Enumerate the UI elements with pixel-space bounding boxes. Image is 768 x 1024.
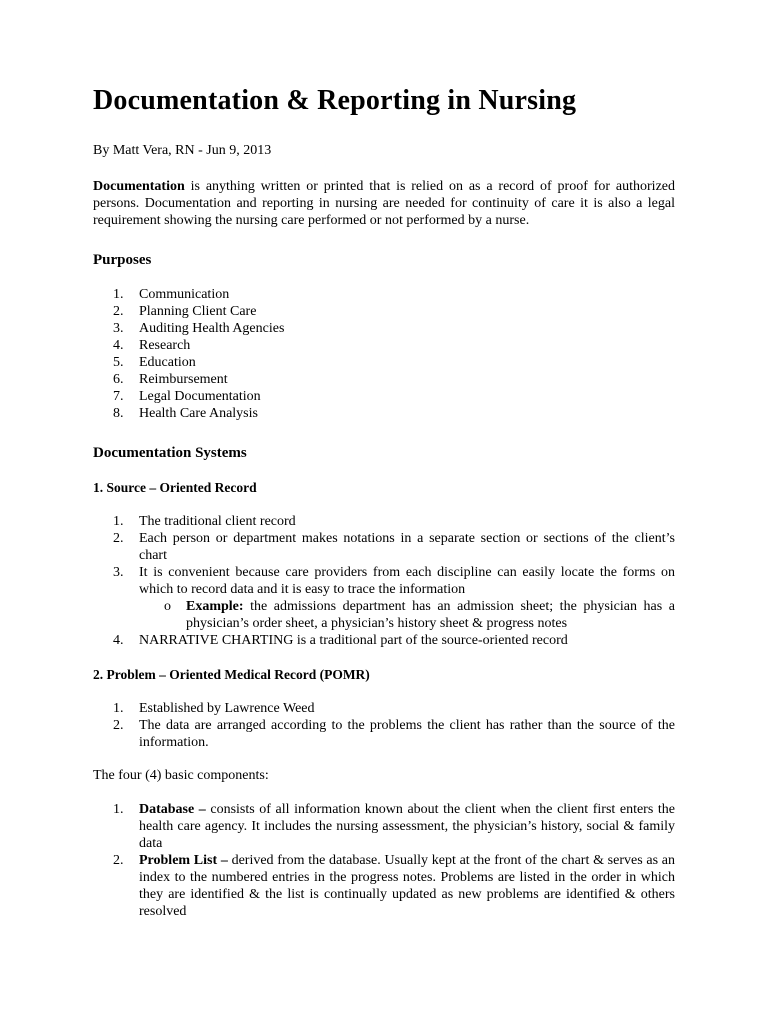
list-text: The data are arranged according to the problems the client has rather than the source of the information. [139,718,675,750]
list-text: Each person or department makes notations in a separate section or sections of the client’s chart [139,531,675,563]
list-number: 1. [113,802,124,817]
component-label: Database – [139,802,206,817]
list-number: 1. [113,287,124,302]
list-number: 3. [113,321,124,336]
list-item [93,700,675,717]
example-label: Example: [186,599,244,614]
list-text: Research [139,338,191,353]
list-number: 3. [113,565,124,580]
list-item [93,801,675,852]
list-text: Planning Client Care [139,304,257,319]
bullet-icon: o [164,599,171,614]
pomr-heading: 2. Problem – Oriented Medical Record (POMR) [93,667,370,682]
list-text: Health Care Analysis [139,406,258,421]
list-number: 2. [113,853,124,868]
example-text: the admissions department has an admission sheet; the physician has a physician’s order sheet, a physician’s history sheet & progress notes [186,599,675,631]
example-sublist [139,598,675,632]
list-text: derived from the database. Usually kept at the front of the chart & serves as an index to the numbered entries in the progress notes. Problems are listed in the order in which they are identified & the list is continually updated as new problems are identified & others resolved [139,853,675,919]
purposes-heading: Purposes [93,252,152,268]
intro-text: is anything written or printed that is relied on as a record of proof for authorized persons. Documentation and reporting in nursing are needed for continuity of care it is also a legal requirement showing the nursing care performed or not performed by a nurse. [93,179,675,228]
list-number: 4. [113,338,124,353]
list-item [93,852,675,920]
components-intro: The four (4) basic components: [93,768,269,783]
list-item [93,354,675,371]
byline: By Matt Vera, RN - Jun 9, 2013 [93,143,272,158]
list-item [93,286,675,303]
list-number: 6. [113,372,124,387]
list-item [93,303,675,320]
list-number: 2. [113,718,124,733]
list-text: Reimbursement [139,372,228,387]
list-item [93,337,675,354]
purposes-list [93,286,675,422]
list-item [93,513,675,530]
list-text: It is convenient because care providers from each discipline can easily locate the forms on which to record data and it is easy to trace the information [139,565,675,597]
list-number: 1. [113,701,124,716]
list-item [93,564,675,632]
list-item [93,371,675,388]
source-record-list [93,513,675,649]
list-item [93,717,675,751]
components-list [93,801,675,920]
list-text: Auditing Health Agencies [139,321,285,336]
example-item [139,598,675,632]
list-number: 2. [113,531,124,546]
list-text: Legal Documentation [139,389,261,404]
list-number: 5. [113,355,124,370]
list-number: 2. [113,304,124,319]
list-number: 1. [113,514,124,529]
systems-heading: Documentation Systems [93,445,247,461]
list-text: consists of all information known about the client when the client first enters the health care agency. It includes the nursing assessment, the physician’s history, social & family data [139,802,675,851]
list-text: The traditional client record [139,514,296,529]
list-item [93,320,675,337]
list-item [93,632,675,649]
source-record-heading: 1. Source – Oriented Record [93,480,257,495]
list-number: 8. [113,406,124,421]
list-text: Established by Lawrence Weed [139,701,315,716]
list-item [93,405,675,422]
pomr-list [93,700,675,751]
list-text: Communication [139,287,230,302]
list-text: NARRATIVE CHARTING is a traditional part of the source-oriented record [139,633,568,648]
component-label: Problem List – [139,853,228,868]
list-number: 7. [113,389,124,404]
intro-paragraph [93,178,675,229]
list-item [93,530,675,564]
intro-term: Documentation [93,179,185,194]
list-number: 4. [113,633,124,648]
list-item [93,388,675,405]
page-title: Documentation & Reporting in Nursing [93,85,577,116]
list-text: Education [139,355,196,370]
